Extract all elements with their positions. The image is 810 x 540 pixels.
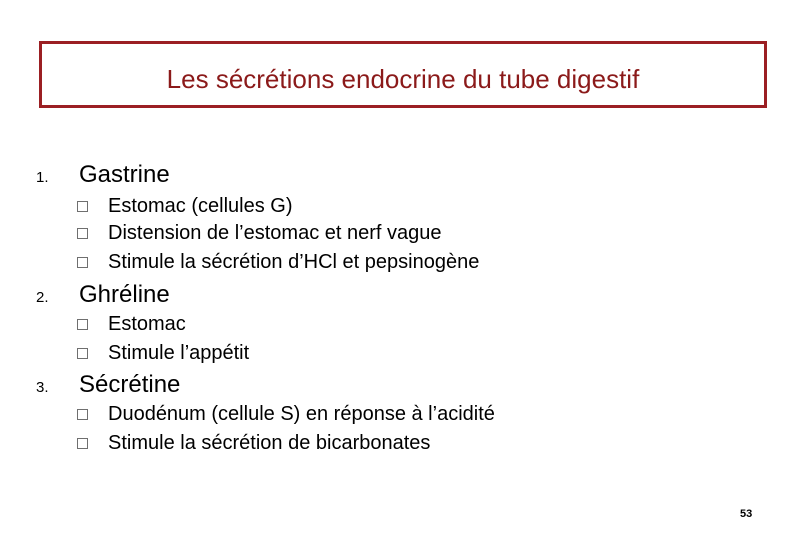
sub-list-item-text: Stimule la sécrétion d’HCl et pepsinogène — [108, 251, 480, 273]
list-item-number: 3. — [36, 379, 49, 396]
empty-checkbox-icon — [77, 348, 88, 359]
sub-list-item-text: Estomac (cellules G) — [108, 195, 293, 217]
empty-checkbox-icon — [77, 319, 88, 330]
empty-checkbox-icon — [77, 257, 88, 268]
sub-list-item-text: Distension de l’estomac et nerf vague — [108, 222, 442, 244]
list-item-number: 2. — [36, 289, 49, 306]
list-item-label: Sécrétine — [79, 371, 181, 398]
sub-list-item-text: Duodénum (cellule S) en réponse à l’acidité — [108, 403, 495, 425]
empty-checkbox-icon — [77, 438, 88, 449]
list-item-label: Gastrine — [79, 161, 170, 188]
slide-title: Les sécrétions endocrine du tube digestif — [166, 63, 640, 94]
empty-checkbox-icon — [77, 228, 88, 239]
sub-list-item-text: Stimule l’appétit — [108, 342, 250, 364]
empty-checkbox-icon — [77, 409, 88, 420]
page-number: 53 — [740, 508, 753, 520]
sub-list-item-text: Stimule la sécrétion de bicarbonates — [108, 432, 431, 454]
empty-checkbox-icon — [77, 201, 88, 212]
list-item-number: 1. — [36, 169, 49, 186]
sub-list-item-text: Estomac — [108, 313, 186, 335]
title-box — [39, 41, 767, 108]
list-item-label: Ghréline — [79, 281, 170, 308]
